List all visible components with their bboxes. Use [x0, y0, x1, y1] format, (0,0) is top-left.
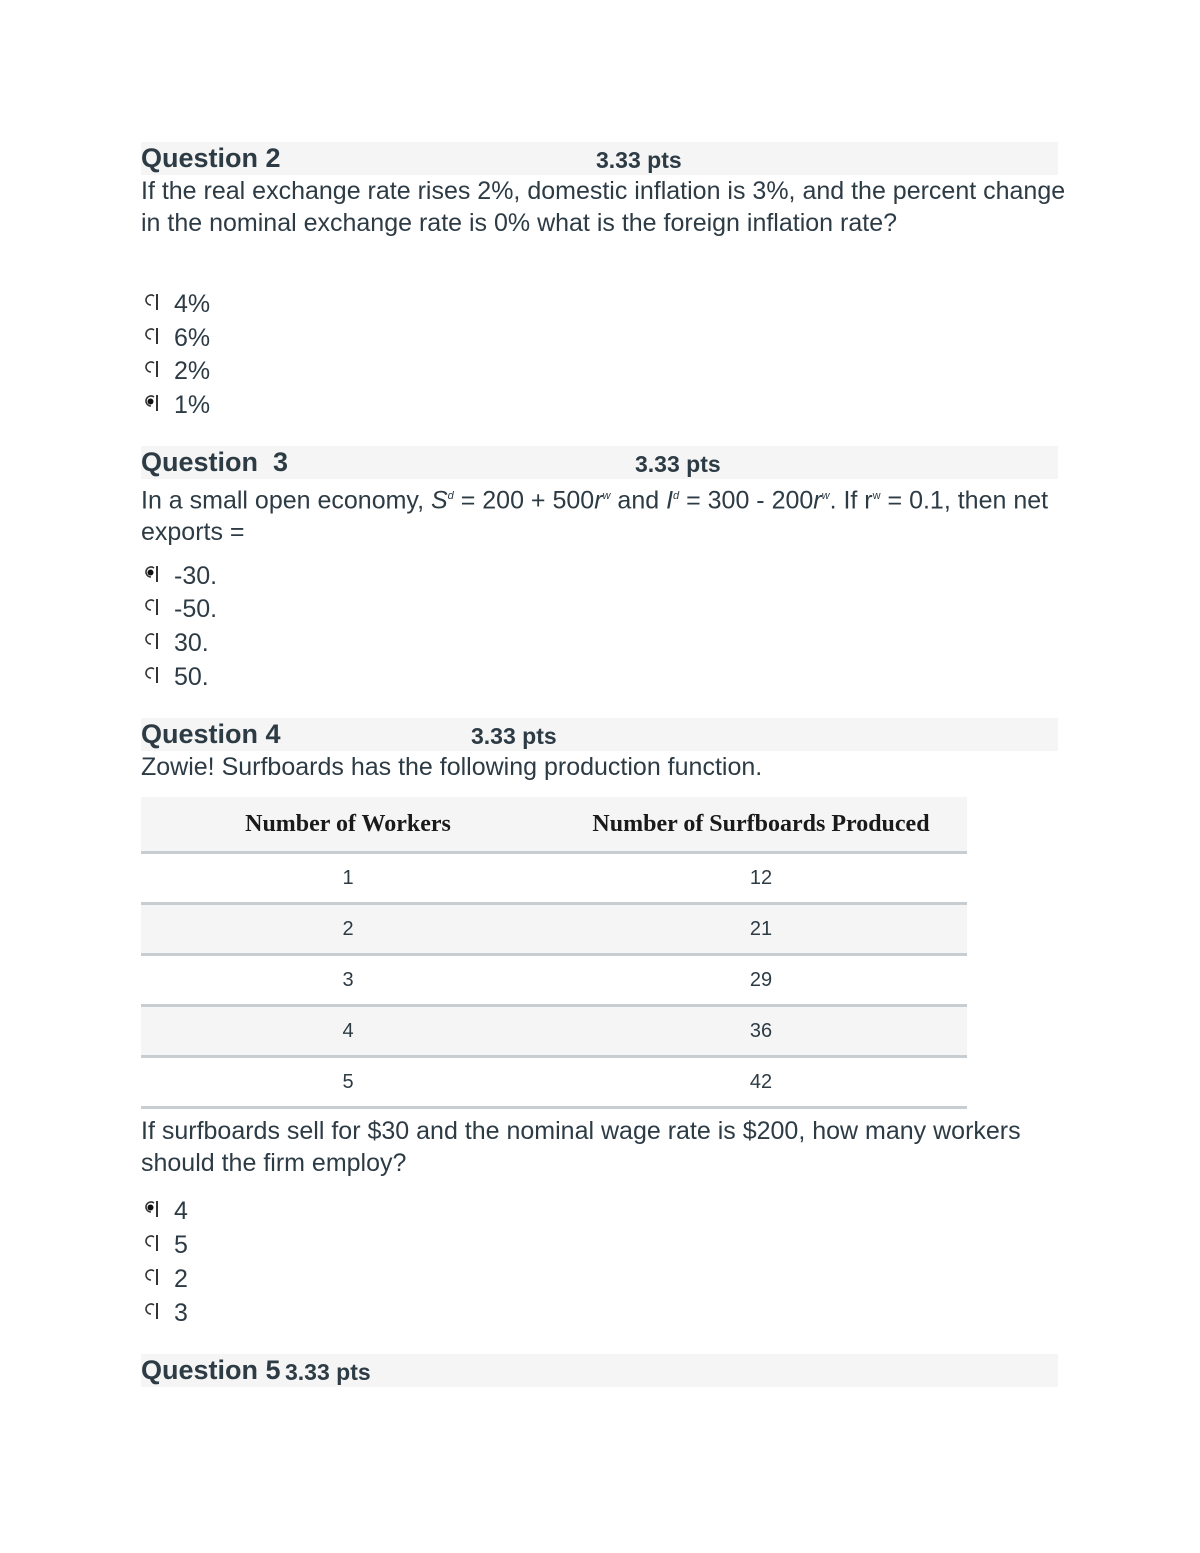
radio-unselected-icon[interactable]	[143, 291, 160, 311]
answer-label: 4	[174, 1197, 188, 1225]
question-4-text: Zowie! Surfboards has the following production function.	[141, 753, 763, 781]
radio-unselected-icon[interactable]	[143, 630, 160, 650]
question-title: Question 5	[141, 1355, 281, 1385]
table-row	[141, 1006, 967, 1057]
question-points: 3.33 pts	[471, 723, 557, 749]
question-points: 3.33 pts	[285, 1359, 371, 1385]
question-points: 3.33 pts	[635, 451, 721, 477]
superscript: d	[673, 490, 680, 502]
radio-unselected-icon[interactable]	[143, 1232, 160, 1252]
text-run: . If r	[829, 486, 873, 515]
question-4-followup-text: If surfboards sell for $30 and the nominal wage rate is $200, how many workers should the firm employ?	[141, 1117, 1021, 1177]
column-header: Number of Surfboards Produced	[555, 797, 967, 853]
answer-label: -50.	[174, 595, 218, 623]
table-row	[141, 955, 967, 1006]
answer-label: 1%	[174, 391, 211, 419]
text-run: I	[666, 486, 674, 515]
table-cell: 42	[555, 1057, 967, 1108]
table-header-row	[141, 797, 967, 853]
superscript: w	[872, 490, 881, 502]
production-function-table	[141, 797, 967, 1109]
text-run: In a small open economy,	[141, 486, 431, 515]
question-title: Question 4	[141, 719, 281, 749]
table-row	[141, 904, 967, 955]
question-3-header	[141, 446, 1058, 479]
question-2-header	[141, 142, 1058, 175]
radio-unselected-icon[interactable]	[143, 1300, 160, 1320]
question-points: 3.33 pts	[596, 147, 682, 173]
radio-selected-icon[interactable]	[143, 1198, 160, 1218]
answer-label: 5	[174, 1231, 188, 1259]
text-run: and	[610, 486, 667, 515]
column-header: Number of Workers	[141, 797, 555, 853]
radio-unselected-icon[interactable]	[143, 358, 160, 378]
radio-selected-icon[interactable]	[143, 392, 160, 412]
text-run: r	[594, 486, 603, 515]
answer-label: 30.	[174, 629, 209, 657]
table-cell: 4	[141, 1006, 555, 1057]
answer-label: 6%	[174, 324, 211, 352]
radio-unselected-icon[interactable]	[143, 664, 160, 684]
answer-label: 3	[174, 1299, 188, 1327]
text-run: r	[813, 486, 822, 515]
table-cell: 12	[555, 853, 967, 904]
table-cell: 21	[555, 904, 967, 955]
answer-label: 2%	[174, 357, 211, 385]
answer-label: 2	[174, 1265, 188, 1293]
radio-unselected-icon[interactable]	[143, 596, 160, 616]
text-run: = 200 + 500	[453, 486, 595, 515]
superscript: w	[821, 490, 830, 502]
table-cell: 1	[141, 853, 555, 904]
question-3-text	[141, 480, 1071, 548]
answer-label: 4%	[174, 290, 211, 318]
question-5-header	[141, 1354, 1058, 1387]
table-cell: 29	[555, 955, 967, 1006]
superscript: d	[447, 490, 454, 502]
question-title: Question 3	[141, 447, 289, 477]
table-cell: 3	[141, 955, 555, 1006]
table-row	[141, 1057, 967, 1108]
text-run: = 300 - 200	[679, 486, 814, 515]
question-2-text: If the real exchange rate rises 2%, domestic inflation is 3%, and the percent change in the nominal exchange rate is 0% what is the foreign inflation rate?	[141, 177, 1066, 237]
question-title: Question 2	[141, 143, 281, 173]
table-row	[141, 853, 967, 904]
table-cell: 36	[555, 1006, 967, 1057]
answer-label: 50.	[174, 663, 209, 691]
question-4-header	[141, 718, 1058, 751]
superscript: w	[602, 490, 611, 502]
radio-unselected-icon[interactable]	[143, 325, 160, 345]
text-run: S	[430, 486, 448, 515]
answer-label: -30.	[174, 562, 218, 590]
table-cell: 2	[141, 904, 555, 955]
radio-selected-icon[interactable]	[143, 563, 160, 583]
text-run: = 0.1, then net exports =	[141, 486, 1049, 547]
radio-unselected-icon[interactable]	[143, 1266, 160, 1286]
table-cell: 5	[141, 1057, 555, 1108]
